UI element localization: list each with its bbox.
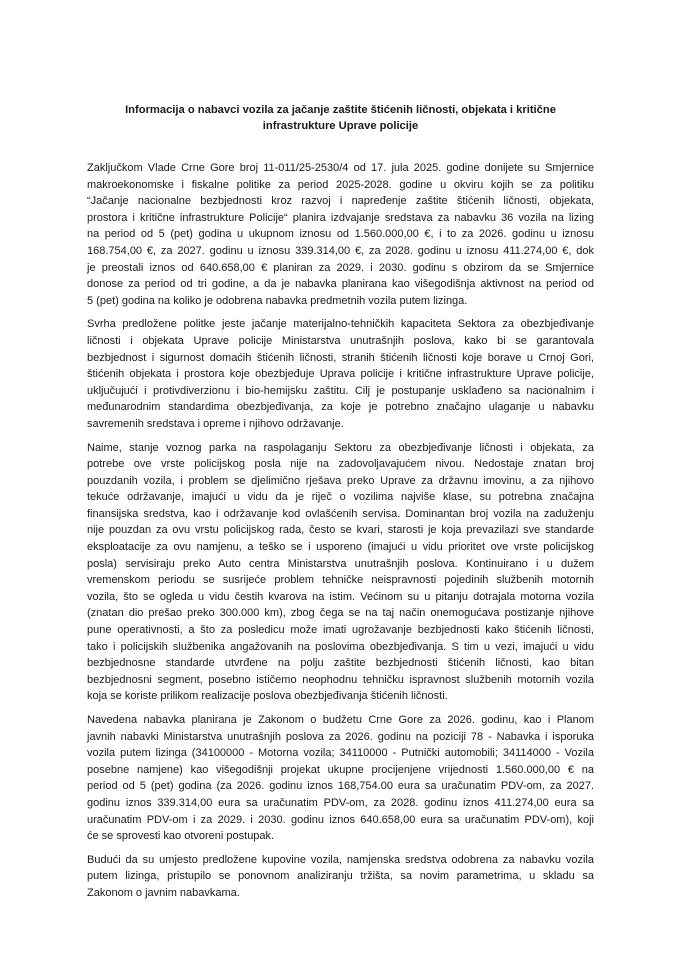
paragraph — [87, 316, 594, 432]
paragraph-line: koja se koriste prilikom realizacije poslova obezbjeđivanja štićenih ličnosti. — [87, 690, 448, 703]
paragraph-line: Naime, stanje voznog parka na raspolaganju Sektoru za obezbjeđivanje ličnosti i objekata, za — [87, 441, 594, 454]
paragraph-line: bezbjednost i sigurnost domaćih štićenih ličnosti, stranih štićenih ličnosti koje borave u Crnoj Gori, — [87, 351, 594, 364]
paragraph-line: eksploatacije za ovu namjenu, a teško se i usporeno (imajući u vidu prioritet ove vrste policijskog — [87, 541, 594, 554]
paragraph-line: Navedena nabavka planirana je Zakonom o budžetu Crne Gore za 2026. godinu, kao i Planom — [87, 714, 594, 726]
paragraph-line: makroekonomske i fiskalne politike za period 2025-2028. godine u okviru kojih se za politiku — [87, 178, 594, 191]
paragraph-line: godinu iznos 339.314,00 eura sa uračunatim PDV-om, za 2028. godinu iznos 411.274,00 eura sa — [87, 796, 594, 809]
paragraph-line: tako i policijskih službenika angažovanih na poslovima obezbjeđivanja. S tim u vezi, imajući u vidu — [87, 640, 594, 653]
paragraph-line: savremenih sredstava i opreme i njihovo održavanje. — [87, 417, 344, 430]
document-body — [87, 160, 594, 909]
paragraph-line: će se sprovesti kao otvoreni postupak. — [87, 830, 275, 843]
paragraph-line: bezbjednosne standarde utvrđene na polju zaštite bezbjednosti štićenih ličnosti, kao bitan — [87, 657, 594, 670]
document-title-line: infrastrukture Uprave policije — [262, 120, 419, 132]
paragraph-line: Budući da su umjesto predložene kupovine vozila, namjenska sredstva odobrena za nabavku vozila — [87, 853, 594, 866]
paragraph-line: ličnosti i objekata Uprave policije Ministarstva unutrašnjih poslova, kako bi se garantovala — [87, 334, 594, 347]
paragraph-line: putem lizinga, pristupilo se ponovnom analiziranju tržišta, sa novim parametrima, u skladu sa — [87, 870, 594, 883]
paragraph-line: “Jačanje nacionalne bezbjednosti kroz razvoj i napređenje zaštite štićenih ličnosti, objekata, — [87, 195, 594, 208]
paragraph-line: vremenskom periodu se susrijeće problem tehničke neispravnosti pojedinih službenih motornih — [87, 574, 594, 587]
paragraph-line: potrebe ove vrste policijskog posla nije na zadovoljavajućem nivou. Nedostaje znatan broj — [87, 458, 594, 471]
paragraph-line: prostora i kritične infrastrukture Policije“ planira izdvajanje sredstava za nabavku 36 vozila na lizing — [87, 211, 594, 224]
paragraph — [87, 160, 594, 309]
paragraph-line: Svrha predložene politke jeste jačanje materijalno-tehničkih kapaciteta Sektora za obezbjeđivanje — [87, 318, 594, 331]
paragraph-line: na period od 5 (pet) godina u ukupnom iznosu od 1.560.000,00 €, i to za 2026. godinu u iznosu — [87, 228, 594, 241]
paragraph-line: javnih nabavki Ministarstva unutrašnjih poslova za 2026. godinu na poziciji 78 - Nabavka i isporuka — [87, 730, 594, 743]
paragraph-line: posla) servisiraju preko Auto centra Ministarstva unutrašnjih poslova. Kontinuirano i u dužem — [87, 557, 594, 570]
paragraph-line: štićenih objekata i prostora koje obezbjeđuje Uprava policije i kritične infrastrukture Uprave policije, — [87, 368, 594, 381]
paragraph — [87, 852, 594, 902]
paragraph-line: bezbjednosni segment, posebno ističemo neophodnu tehničku ispravnost službenih motornih vozila — [87, 673, 594, 686]
paragraph-line: 5 (pet) godina na koliko je odobrena nabavka predmetnih vozila putem lizinga. — [87, 294, 468, 307]
paragraph-line: finansijska sredstva, kao i održavanje kod ovlašćenih servisa. Dominantan broj vozila na zaduženju — [87, 507, 594, 520]
paragraph — [87, 712, 594, 845]
paragraph — [87, 440, 594, 706]
paragraph-line: vozila putem lizinga (34100000 - Motorna vozila; 34110000 - Putnički automobili; 34114000 - Vozila — [87, 747, 594, 760]
paragraph-line: donose za period od tri godine, a da je nabavka planirana kao višegodišnja aktivnost na period od — [87, 278, 594, 291]
paragraph-line: međunarodnim standardima obezbjeđivanja, za koje je potrebno značajno ulaganje u nabavku — [87, 401, 594, 414]
paragraph-line: uključujući i protivdiverzionu i bio-hemijsku zaštitu. Cilj je postupanje usklađeno sa nacionalnim i — [87, 384, 594, 397]
paragraph-line: pune operativnosti, a što za posledicu može imati ugrožavanje bezbjednosti kako štićenih ličnosti, — [87, 624, 594, 637]
paragraph-line: 168.754,00 €, za 2027. godinu u iznosu 339.314,00 €, za 2028. godinu u iznosu 411.274,00 €, dok — [87, 244, 594, 257]
paragraph-line: pouzdanih vozila, i problem se djelimično rješava preko Uprave za državnu imovinu, a za njihovo — [87, 474, 594, 487]
paragraph-line: Zakonom o javnim nabavkama. — [87, 886, 240, 899]
paragraph-line: nije pouzdan za ovu vrstu policijskog rada, često se kvari, starosti je koja prevazilazi sve standarde — [87, 524, 594, 537]
paragraph-line: Zaključkom Vlade Crne Gore broj 11-011/25-2530/4 od 17. jula 2025. godine donijete su Smjernice — [87, 162, 594, 174]
paragraph-line: period od 5 (pet) godina (za 2026. godinu iznos 168,754.00 eura sa uračunatim PDV-om, za 2027. — [87, 780, 594, 793]
paragraph-line: uračunatim PDV-om i za 2029. i 2030. godinu iznos 640.658,00 eura sa uračunatim PDV-om), koji — [87, 813, 594, 826]
paragraph-line: je preostali iznos od 640.658,00 € planiran za 2029. i 2030. godinu s obzirom da se Smjernice — [87, 261, 594, 274]
document-title-line: Informacija o nabavci vozila za jačanje zaštite štićenih ličnosti, objekata i kritične — [125, 104, 556, 116]
paragraph-line: (znatan dio prešao preko 300.000 km), zbog čega se na taj način onemogućava postizanje njihove — [87, 607, 594, 620]
paragraph-line: posebne namjene) kao višegodišnji projekat ukupne procijenjene vrijednosti 1.560.000,00 € na — [87, 763, 594, 776]
paragraph-line: tekuće održavanje, imajući u vidu da je riječ o vozilima najviše klase, su potrebna značajna — [87, 491, 594, 504]
paragraph-line: vozila, što se ogleda u vidu čestih kvarova na istim. Većinom su u pitanju dotrajala motorna vozila — [87, 590, 594, 603]
document-title — [87, 102, 594, 134]
